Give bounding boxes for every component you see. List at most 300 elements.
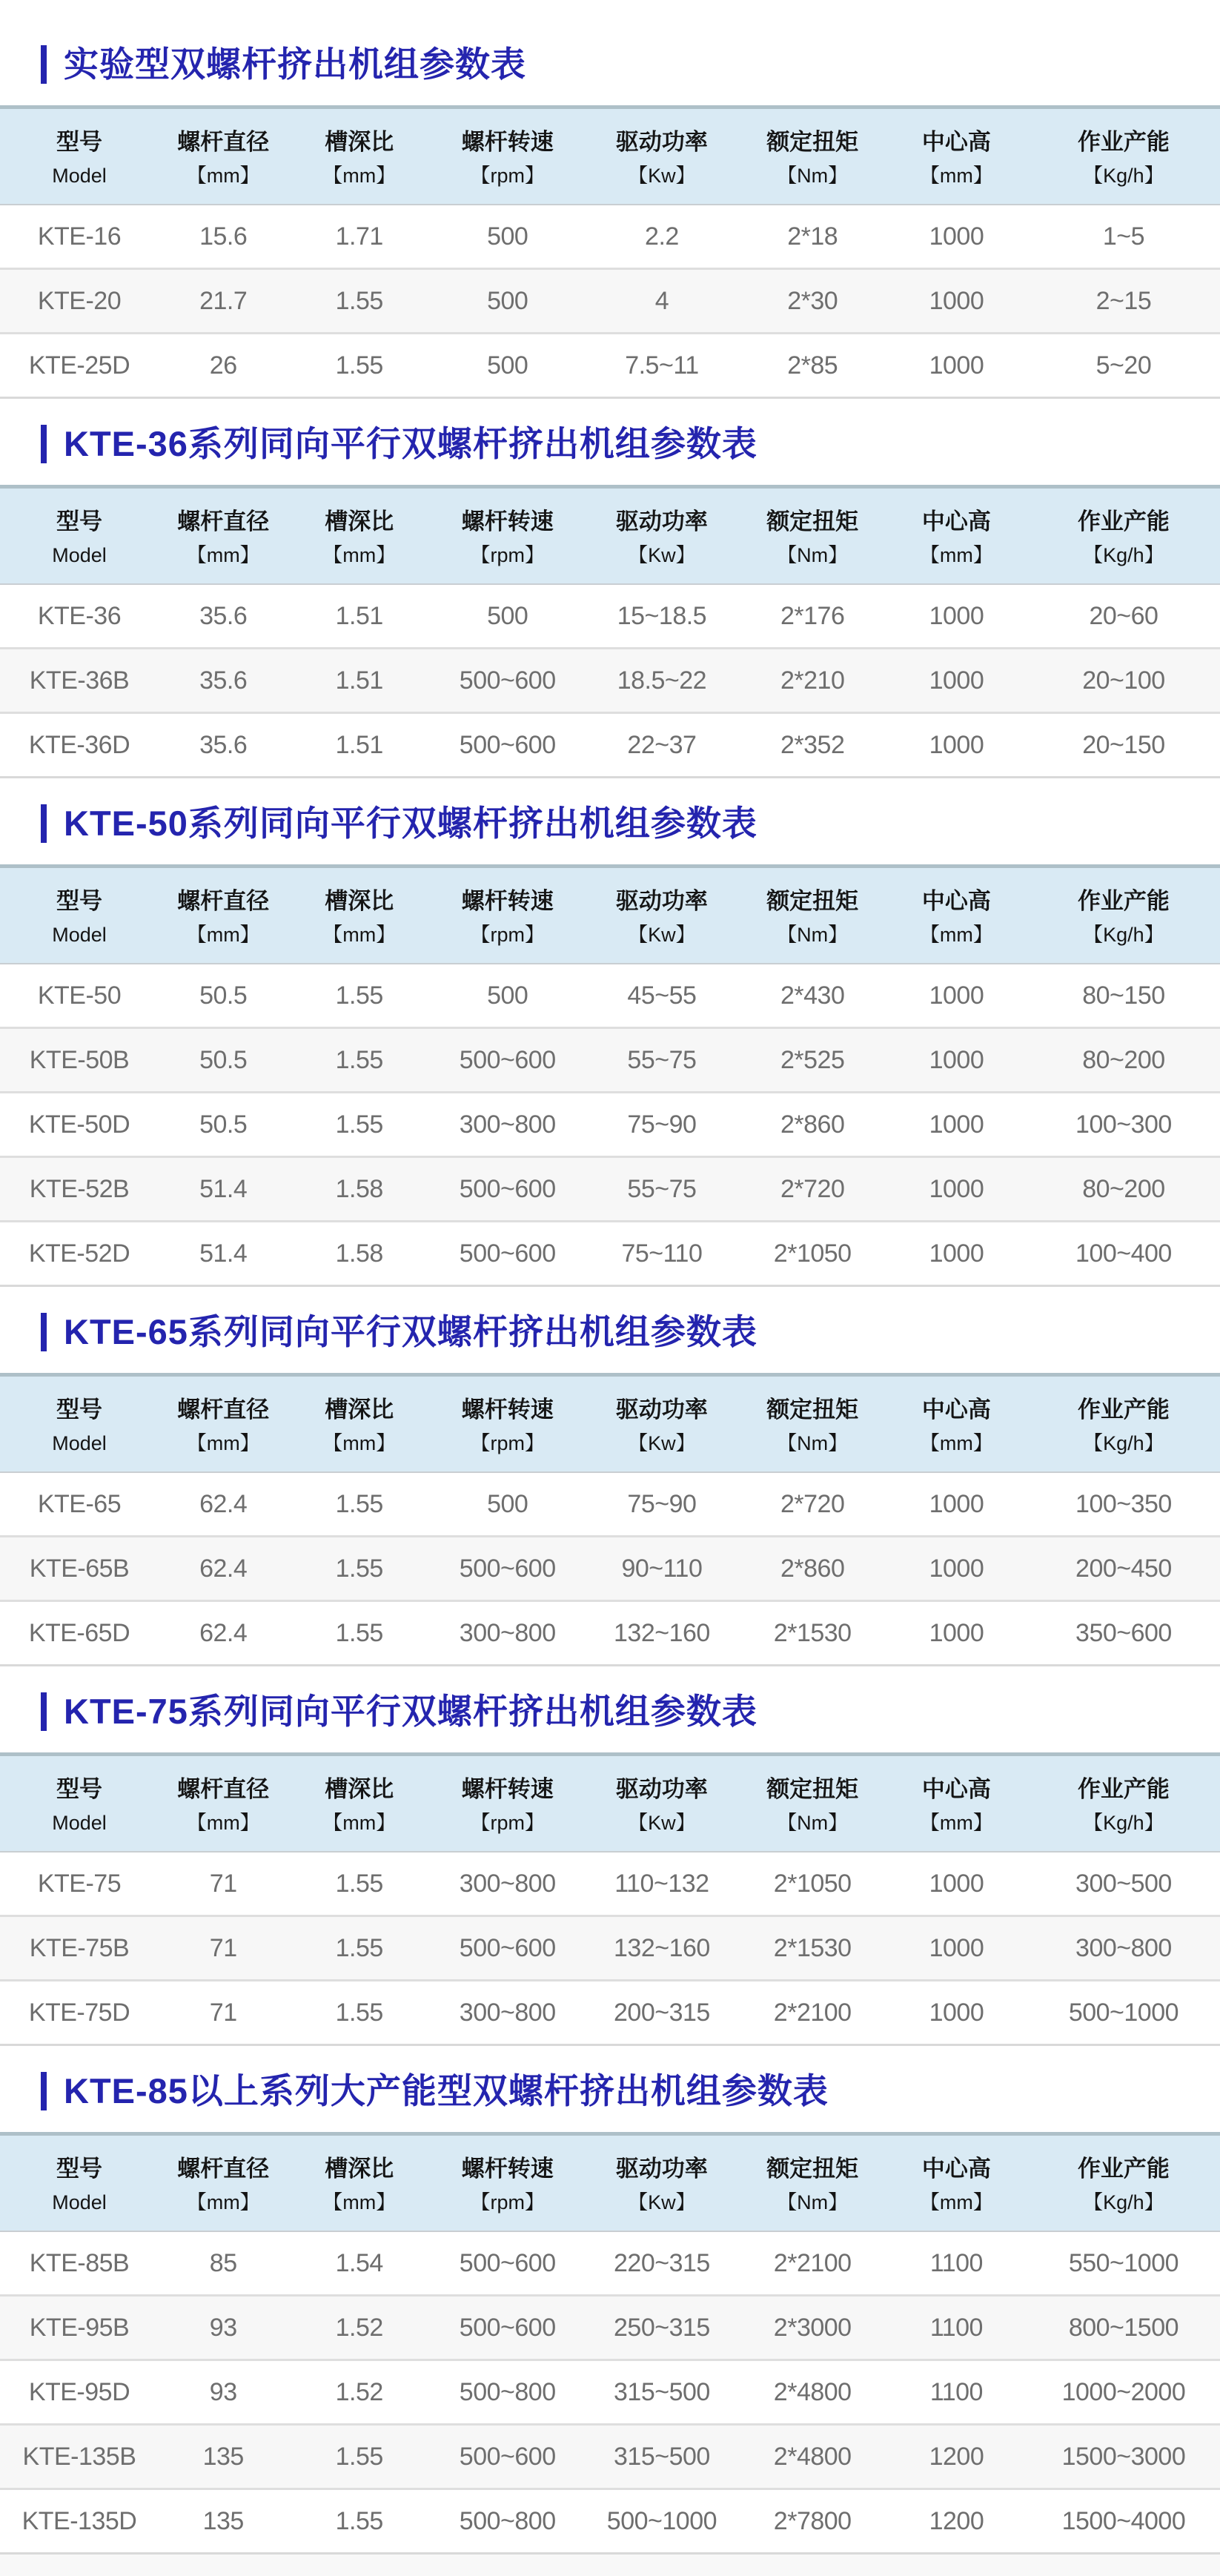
value-cell: 2*720 bbox=[780, 1489, 845, 1518]
model-cell: KTE-65D bbox=[0, 1601, 159, 1666]
section-title bbox=[41, 804, 1220, 844]
value-cell: 132~160 bbox=[584, 1916, 739, 1981]
value-cell: 100~350 bbox=[1075, 1489, 1172, 1518]
column-header bbox=[1027, 107, 1220, 205]
value-cell: 100~400 bbox=[1027, 1222, 1220, 1286]
column-header-line1: 驱动功率 bbox=[615, 1776, 708, 1803]
column-header-line1: 螺杆直径 bbox=[177, 509, 270, 535]
value-cell: 71 bbox=[209, 1869, 237, 1898]
column-header-line2: Model bbox=[52, 1432, 107, 1455]
column-header bbox=[886, 867, 1027, 964]
column-header-line2: 【Kw】 bbox=[628, 544, 696, 567]
spec-section bbox=[0, 1312, 1220, 1666]
column-header-line1: 螺杆转速 bbox=[461, 129, 554, 156]
value-cell: 2*352 bbox=[739, 713, 886, 778]
value-cell: 1.58 bbox=[288, 1222, 431, 1286]
column-header-line1: 中心高 bbox=[921, 2156, 991, 2182]
value-cell: 300~800 bbox=[431, 1981, 584, 2045]
value-cell: 18.5~22 bbox=[584, 649, 739, 713]
column-header bbox=[886, 487, 1027, 585]
column-header-line2: 【mm】 bbox=[186, 165, 260, 188]
value-cell: 1000 bbox=[886, 649, 1027, 713]
column-header-line2: 【rpm】 bbox=[470, 2191, 545, 2214]
column-header bbox=[0, 1755, 159, 1852]
value-cell: 300~800 bbox=[431, 1093, 584, 1157]
value-cell: 250~315 bbox=[584, 2296, 739, 2360]
column-header-line1: 额定扭矩 bbox=[766, 509, 859, 535]
section-title bbox=[41, 1312, 1220, 1352]
table-row bbox=[0, 1157, 1220, 1222]
title-accent-bar bbox=[41, 2072, 47, 2110]
table-header bbox=[0, 2134, 1220, 2232]
value-cell: 800~1500 bbox=[1027, 2296, 1220, 2360]
value-cell: 500~600 bbox=[431, 1537, 584, 1601]
column-header-line2: 【Nm】 bbox=[777, 165, 849, 188]
section-title-text: KTE-36系列同向平行双螺杆挤出机组参数表 bbox=[64, 424, 757, 464]
column-header-line1: 作业产能 bbox=[1077, 1397, 1170, 1423]
model-cell: KTE-135B bbox=[0, 2425, 159, 2489]
section-title-text: KTE-65系列同向平行双螺杆挤出机组参数表 bbox=[64, 1312, 757, 1352]
value-cell: 62.4 bbox=[159, 1601, 288, 1666]
value-cell: 20~150 bbox=[1027, 713, 1220, 778]
value-cell: 500~600 bbox=[431, 649, 584, 713]
table-row bbox=[0, 964, 1220, 1028]
column-header-line2: 【Kg/h】 bbox=[1083, 544, 1164, 567]
value-cell: 500~600 bbox=[431, 1028, 584, 1093]
column-header-line1: 驱动功率 bbox=[615, 2156, 708, 2182]
value-cell: 1000 bbox=[886, 713, 1027, 778]
value-cell: 500~600 bbox=[431, 2425, 584, 2489]
value-cell: 62.4 bbox=[159, 1537, 288, 1601]
column-header bbox=[1027, 867, 1220, 964]
column-header-line2: 【Kg/h】 bbox=[1083, 1812, 1164, 1835]
column-header-line1: 中心高 bbox=[921, 1776, 991, 1803]
value-cell: 200~315 bbox=[584, 1981, 739, 2045]
value-cell: 500~600 bbox=[431, 1222, 584, 1286]
column-header-line2: 【mm】 bbox=[322, 544, 397, 567]
value-cell: 2*85 bbox=[739, 334, 886, 398]
value-cell: 500~600 bbox=[431, 2296, 584, 2360]
value-cell: 71 bbox=[159, 1981, 288, 2045]
column-header-line2: 【mm】 bbox=[322, 165, 397, 188]
title-accent-bar bbox=[41, 804, 47, 843]
table-row bbox=[0, 1472, 1220, 1537]
table-row bbox=[0, 1537, 1220, 1601]
column-header-line1: 型号 bbox=[56, 1397, 102, 1423]
column-header-line2: 【mm】 bbox=[322, 2191, 397, 2214]
column-header-line1: 型号 bbox=[56, 888, 102, 915]
model-cell: KTE-52B bbox=[0, 1157, 159, 1222]
table-body bbox=[0, 2231, 1220, 2554]
column-header-line2: 【mm】 bbox=[322, 924, 397, 947]
value-cell: 1000 bbox=[886, 1157, 1027, 1222]
spec-table bbox=[0, 485, 1220, 778]
column-header bbox=[288, 867, 431, 964]
value-cell: 55~75 bbox=[584, 1028, 739, 1093]
title-accent-bar bbox=[41, 1313, 47, 1351]
column-header bbox=[739, 1755, 886, 1852]
value-cell: 2*525 bbox=[739, 1028, 886, 1093]
spec-section bbox=[0, 2071, 1220, 2555]
value-cell: 1.55 bbox=[288, 1028, 431, 1093]
column-header-line1: 作业产能 bbox=[1077, 1776, 1170, 1803]
section-title bbox=[41, 44, 1220, 85]
value-cell: 2*30 bbox=[739, 269, 886, 334]
value-cell: 4 bbox=[584, 269, 739, 334]
value-cell: 1100 bbox=[886, 2296, 1027, 2360]
column-header-line2: 【Nm】 bbox=[777, 2191, 849, 2214]
column-header bbox=[584, 1375, 739, 1473]
column-header-line1: 槽深比 bbox=[325, 2156, 394, 2182]
value-cell: 1000 bbox=[929, 1869, 984, 1898]
column-header-line1: 螺杆转速 bbox=[461, 1776, 554, 1803]
value-cell: 1000 bbox=[929, 1489, 984, 1518]
section-title bbox=[41, 2071, 1220, 2111]
model-cell: KTE-52D bbox=[0, 1222, 159, 1286]
value-cell: 80~200 bbox=[1027, 1028, 1220, 1093]
value-cell: 500~600 bbox=[431, 1916, 584, 1981]
column-header bbox=[431, 867, 584, 964]
column-header-line1: 驱动功率 bbox=[615, 509, 708, 535]
value-cell: 2*720 bbox=[739, 1157, 886, 1222]
column-header-line2: 【Nm】 bbox=[777, 1432, 849, 1455]
value-cell: 1000 bbox=[886, 1028, 1027, 1093]
column-header bbox=[159, 2134, 288, 2232]
value-cell: 135 bbox=[159, 2489, 288, 2554]
value-cell: 1000 bbox=[886, 1222, 1027, 1286]
column-header bbox=[739, 867, 886, 964]
column-header-line1: 槽深比 bbox=[325, 1776, 394, 1803]
column-header-line1: 螺杆转速 bbox=[461, 509, 554, 535]
table-header bbox=[0, 867, 1220, 964]
column-header bbox=[288, 1755, 431, 1852]
value-cell: 50.5 bbox=[199, 981, 248, 1010]
model-cell: KTE-25D bbox=[0, 334, 159, 398]
model-cell: KTE-36D bbox=[0, 713, 159, 778]
column-header-line1: 额定扭矩 bbox=[766, 129, 859, 156]
column-header-line2: 【mm】 bbox=[919, 165, 993, 188]
value-cell: 1.55 bbox=[288, 1916, 431, 1981]
table-row bbox=[0, 1222, 1220, 1286]
table-header bbox=[0, 487, 1220, 585]
table-row bbox=[0, 205, 1220, 269]
column-header bbox=[739, 1375, 886, 1473]
value-cell: 1.55 bbox=[288, 2489, 431, 2554]
column-header-line2: 【Kw】 bbox=[628, 1812, 696, 1835]
table-row bbox=[0, 269, 1220, 334]
column-header bbox=[584, 487, 739, 585]
spec-section bbox=[0, 804, 1220, 1287]
column-header-line2: 【Nm】 bbox=[777, 1812, 849, 1835]
value-cell: 1.55 bbox=[288, 2425, 431, 2489]
value-cell: 1.55 bbox=[288, 1093, 431, 1157]
column-header bbox=[584, 867, 739, 964]
title-accent-bar bbox=[41, 425, 47, 463]
value-cell: 315~500 bbox=[584, 2360, 739, 2425]
column-header-line2: Model bbox=[52, 544, 107, 567]
value-cell: 2*860 bbox=[739, 1093, 886, 1157]
column-header-line1: 螺杆转速 bbox=[461, 888, 554, 915]
value-cell: 1000 bbox=[886, 1601, 1027, 1666]
section-title-text: KTE-50系列同向平行双螺杆挤出机组参数表 bbox=[64, 804, 757, 844]
column-header-line2: Model bbox=[52, 2191, 107, 2214]
section-title bbox=[41, 1692, 1220, 1732]
value-cell: 2*1530 bbox=[739, 1601, 886, 1666]
value-cell: 2*4800 bbox=[739, 2425, 886, 2489]
header-row bbox=[0, 2134, 1220, 2232]
value-cell: 350~600 bbox=[1027, 1601, 1220, 1666]
value-cell: 1000 bbox=[886, 269, 1027, 334]
model-cell: KTE-85B bbox=[29, 2248, 130, 2277]
value-cell: 500~1000 bbox=[584, 2489, 739, 2554]
column-header bbox=[0, 107, 159, 205]
value-cell: 21.7 bbox=[159, 269, 288, 334]
section-title-text: 实验型双螺杆挤出机组参数表 bbox=[64, 44, 526, 84]
column-header-line1: 驱动功率 bbox=[615, 1397, 708, 1423]
value-cell: 26 bbox=[159, 334, 288, 398]
section-title-text: KTE-75系列同向平行双螺杆挤出机组参数表 bbox=[64, 1692, 757, 1732]
value-cell: 1000 bbox=[886, 1916, 1027, 1981]
value-cell: 62.4 bbox=[199, 1489, 248, 1518]
column-header bbox=[288, 2134, 431, 2232]
column-header bbox=[0, 867, 159, 964]
value-cell: 100~300 bbox=[1027, 1093, 1220, 1157]
value-cell: 2*7800 bbox=[739, 2489, 886, 2554]
value-cell: 1000 bbox=[929, 222, 984, 251]
model-cell: KTE-50D bbox=[0, 1093, 159, 1157]
value-cell: 2*176 bbox=[780, 601, 845, 630]
column-header-line2: 【rpm】 bbox=[470, 924, 545, 947]
column-header-line2: 【rpm】 bbox=[470, 165, 545, 188]
value-cell: 75~110 bbox=[584, 1222, 739, 1286]
value-cell: 500 bbox=[431, 269, 584, 334]
value-cell: 135 bbox=[159, 2425, 288, 2489]
column-header-line2: 【rpm】 bbox=[470, 544, 545, 567]
value-cell: 22~37 bbox=[584, 713, 739, 778]
column-header-line1: 型号 bbox=[56, 1776, 102, 1803]
value-cell: 51.4 bbox=[159, 1222, 288, 1286]
column-header-line2: 【Kg/h】 bbox=[1083, 2191, 1164, 2214]
value-cell: 315~500 bbox=[584, 2425, 739, 2489]
column-header-line2: 【mm】 bbox=[322, 1812, 397, 1835]
column-header-line1: 作业产能 bbox=[1077, 129, 1170, 156]
table-row bbox=[0, 2425, 1220, 2489]
column-header bbox=[0, 2134, 159, 2232]
column-header-line1: 额定扭矩 bbox=[766, 1776, 859, 1803]
column-header-line1: 额定扭矩 bbox=[766, 2156, 859, 2182]
section-title bbox=[41, 424, 1220, 464]
bottom-strip bbox=[0, 2555, 1220, 2576]
model-cell: KTE-50B bbox=[0, 1028, 159, 1093]
model-cell: KTE-16 bbox=[37, 222, 122, 251]
header-row bbox=[0, 867, 1220, 964]
value-cell: 110~132 bbox=[614, 1869, 709, 1898]
column-header-line2: Model bbox=[52, 1812, 107, 1835]
column-header-line2: 【Nm】 bbox=[777, 924, 849, 947]
spec-table bbox=[0, 1373, 1220, 1666]
table-row bbox=[0, 2360, 1220, 2425]
column-header-line2: 【rpm】 bbox=[470, 1432, 545, 1455]
value-cell: 1200 bbox=[886, 2489, 1027, 2554]
column-header-line1: 驱动功率 bbox=[615, 888, 708, 915]
column-header bbox=[584, 107, 739, 205]
column-header bbox=[1027, 1375, 1220, 1473]
spec-section bbox=[0, 44, 1220, 399]
value-cell: 1.54 bbox=[335, 2248, 383, 2277]
spec-table bbox=[0, 105, 1220, 399]
column-header-line2: 【Kw】 bbox=[628, 2191, 696, 2214]
value-cell: 51.4 bbox=[159, 1157, 288, 1222]
value-cell: 50.5 bbox=[159, 1028, 288, 1093]
column-header-line2: 【Kg/h】 bbox=[1083, 1432, 1164, 1455]
column-header bbox=[0, 1375, 159, 1473]
value-cell: 75~90 bbox=[627, 1489, 697, 1518]
model-cell: KTE-20 bbox=[0, 269, 159, 334]
column-header bbox=[159, 867, 288, 964]
spec-table bbox=[0, 2132, 1220, 2555]
model-cell: KTE-36 bbox=[37, 601, 122, 630]
spec-section bbox=[0, 424, 1220, 778]
column-header bbox=[431, 107, 584, 205]
spec-section bbox=[0, 1692, 1220, 2046]
column-header-line2: 【mm】 bbox=[919, 2191, 993, 2214]
table-row bbox=[0, 1093, 1220, 1157]
value-cell: 1.55 bbox=[288, 1981, 431, 2045]
value-cell: 132~160 bbox=[584, 1601, 739, 1666]
model-cell: KTE-75 bbox=[37, 1869, 122, 1898]
value-cell: 2*1530 bbox=[739, 1916, 886, 1981]
value-cell: 500~1000 bbox=[1027, 1981, 1220, 2045]
value-cell: 300~800 bbox=[1027, 1916, 1220, 1981]
value-cell: 55~75 bbox=[584, 1157, 739, 1222]
value-cell: 35.6 bbox=[159, 713, 288, 778]
model-cell: KTE-36B bbox=[0, 649, 159, 713]
value-cell: 50.5 bbox=[159, 1093, 288, 1157]
table-row bbox=[0, 1028, 1220, 1093]
column-header-line1: 槽深比 bbox=[325, 509, 394, 535]
value-cell: 45~55 bbox=[627, 981, 697, 1010]
column-header-line1: 螺杆直径 bbox=[177, 1776, 270, 1803]
column-header-line1: 型号 bbox=[56, 2156, 102, 2182]
column-header-line1: 作业产能 bbox=[1077, 509, 1170, 535]
column-header-line2: 【mm】 bbox=[919, 1812, 993, 1835]
column-header-line1: 螺杆转速 bbox=[461, 2156, 554, 2182]
model-cell: KTE-65 bbox=[37, 1489, 122, 1518]
column-header bbox=[886, 107, 1027, 205]
table-body bbox=[0, 1852, 1220, 2045]
table-body bbox=[0, 584, 1220, 778]
model-cell: KTE-95D bbox=[0, 2360, 159, 2425]
value-cell: 1100 bbox=[929, 2248, 983, 2277]
value-cell: 500~600 bbox=[459, 2248, 556, 2277]
value-cell: 1~5 bbox=[1102, 222, 1145, 251]
value-cell: 500~600 bbox=[431, 1157, 584, 1222]
value-cell: 300~500 bbox=[1075, 1869, 1172, 1898]
section-title-text: KTE-85以上系列大产能型双螺杆挤出机组参数表 bbox=[64, 2071, 829, 2111]
value-cell: 71 bbox=[159, 1916, 288, 1981]
value-cell: 75~90 bbox=[584, 1093, 739, 1157]
column-header-line2: 【mm】 bbox=[186, 1812, 260, 1835]
column-header-line1: 螺杆直径 bbox=[177, 2156, 270, 2182]
column-header-line2: 【Kw】 bbox=[628, 1432, 696, 1455]
column-header-line1: 作业产能 bbox=[1077, 888, 1170, 915]
column-header bbox=[159, 487, 288, 585]
value-cell: 15~18.5 bbox=[617, 601, 707, 630]
column-header bbox=[431, 2134, 584, 2232]
value-cell: 500~800 bbox=[431, 2360, 584, 2425]
value-cell: 300~800 bbox=[459, 1869, 556, 1898]
value-cell: 7.5~11 bbox=[584, 334, 739, 398]
header-row bbox=[0, 107, 1220, 205]
value-cell: 1500~3000 bbox=[1027, 2425, 1220, 2489]
table-row bbox=[0, 649, 1220, 713]
column-header-line1: 槽深比 bbox=[325, 888, 394, 915]
header-row bbox=[0, 1375, 1220, 1473]
value-cell: 1000~2000 bbox=[1027, 2360, 1220, 2425]
value-cell: 2*860 bbox=[739, 1537, 886, 1601]
value-cell: 2*1050 bbox=[773, 1869, 852, 1898]
value-cell: 1000 bbox=[886, 334, 1027, 398]
value-cell: 500 bbox=[431, 334, 584, 398]
column-header-line2: 【Kw】 bbox=[628, 924, 696, 947]
value-cell: 35.6 bbox=[159, 649, 288, 713]
value-cell: 2*210 bbox=[739, 649, 886, 713]
column-header-line2: 【mm】 bbox=[919, 1432, 993, 1455]
value-cell: 1.55 bbox=[288, 1537, 431, 1601]
column-header bbox=[431, 1375, 584, 1473]
column-header-line1: 螺杆直径 bbox=[177, 1397, 270, 1423]
value-cell: 90~110 bbox=[584, 1537, 739, 1601]
model-cell: KTE-75D bbox=[0, 1981, 159, 2045]
value-cell: 1.51 bbox=[335, 601, 383, 630]
table-row bbox=[0, 1981, 1220, 2045]
value-cell: 220~315 bbox=[614, 2248, 710, 2277]
column-header bbox=[1027, 1755, 1220, 1852]
value-cell: 1100 bbox=[886, 2360, 1027, 2425]
title-accent-bar bbox=[41, 45, 47, 84]
table-header bbox=[0, 1375, 1220, 1473]
value-cell: 1.55 bbox=[288, 334, 431, 398]
column-header bbox=[288, 1375, 431, 1473]
column-header-line2: 【mm】 bbox=[186, 2191, 260, 2214]
column-header-line2: 【Kw】 bbox=[628, 165, 696, 188]
value-cell: 500 bbox=[487, 981, 528, 1010]
table-row bbox=[0, 713, 1220, 778]
column-header bbox=[739, 2134, 886, 2232]
table-body bbox=[0, 964, 1220, 1286]
table-body bbox=[0, 1472, 1220, 1666]
value-cell: 20~60 bbox=[1089, 601, 1158, 630]
value-cell: 1500~4000 bbox=[1027, 2489, 1220, 2554]
header-row bbox=[0, 487, 1220, 585]
column-header-line1: 槽深比 bbox=[325, 129, 394, 156]
column-header bbox=[886, 1755, 1027, 1852]
value-cell: 1.55 bbox=[335, 981, 383, 1010]
column-header bbox=[584, 1755, 739, 1852]
column-header bbox=[739, 487, 886, 585]
column-header-line1: 型号 bbox=[56, 509, 102, 535]
table-row bbox=[0, 1916, 1220, 1981]
value-cell: 500~600 bbox=[431, 713, 584, 778]
column-header bbox=[739, 107, 886, 205]
column-header-line1: 型号 bbox=[56, 129, 102, 156]
column-header-line1: 作业产能 bbox=[1077, 2156, 1170, 2182]
table-row bbox=[0, 2489, 1220, 2554]
title-accent-bar bbox=[41, 1692, 47, 1731]
column-header bbox=[288, 107, 431, 205]
value-cell: 2~15 bbox=[1027, 269, 1220, 334]
header-row bbox=[0, 1755, 1220, 1852]
